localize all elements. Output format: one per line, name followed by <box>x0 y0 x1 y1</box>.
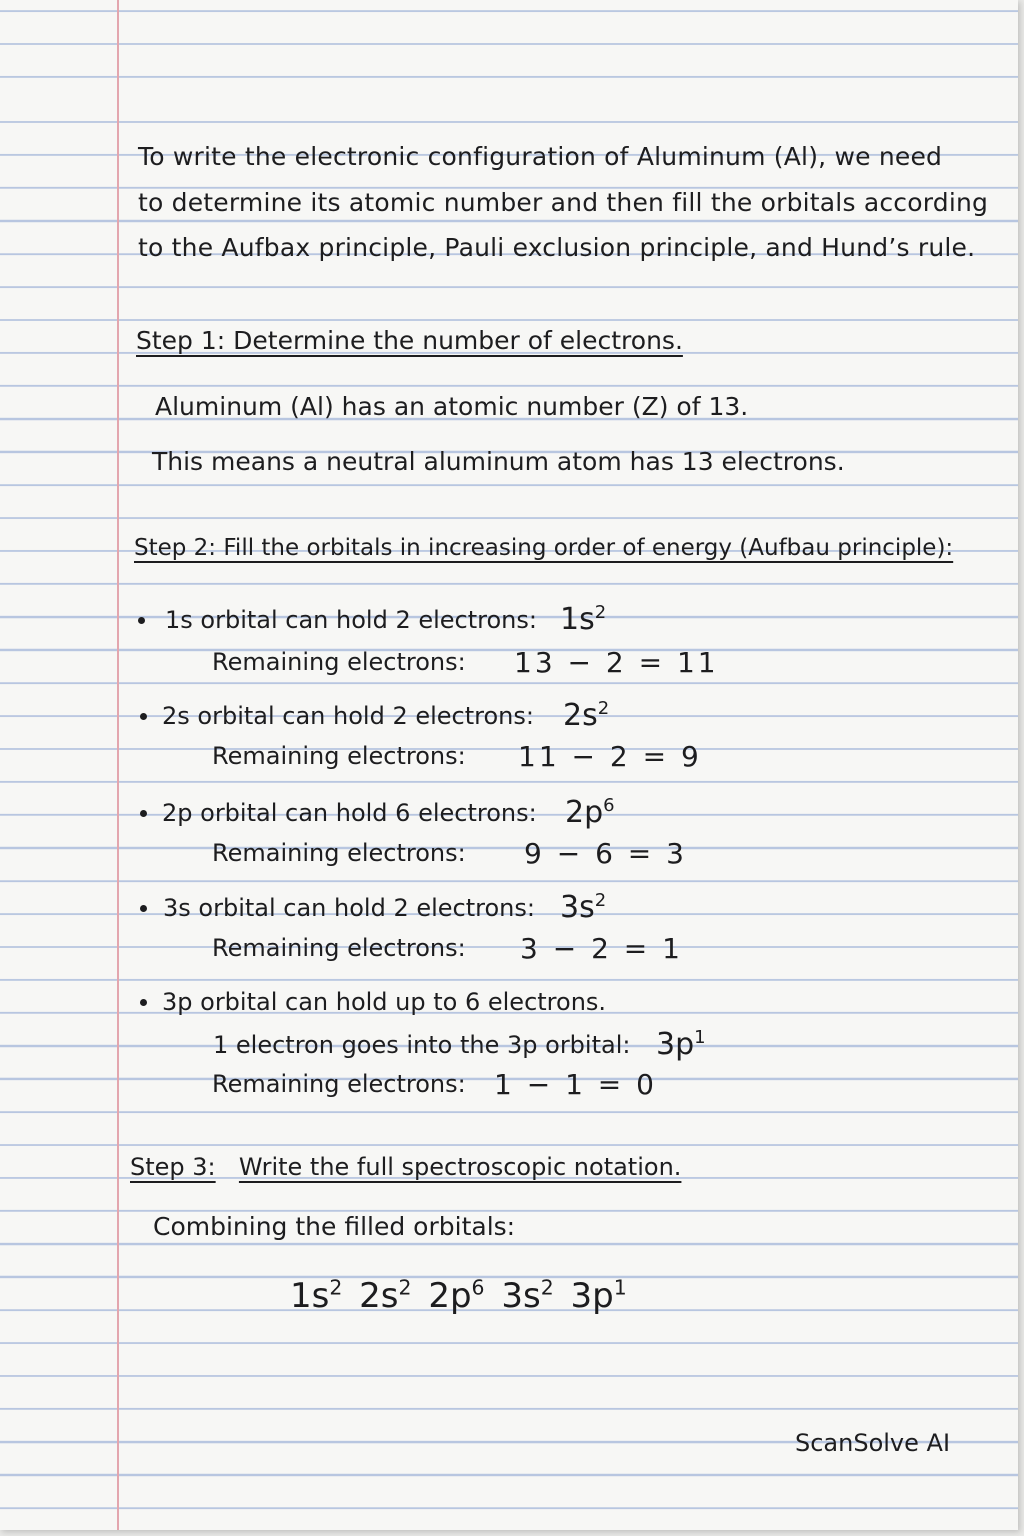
remaining-calc-1: 13 − 2 = 11 <box>514 646 719 679</box>
orbital-2s-notation: $2s^2$ <box>563 698 610 733</box>
final-term-2s: $2s^2$ <box>359 1276 412 1317</box>
orbital-2p-notation: $2p^6$ <box>565 795 615 830</box>
orbital-1s-notation: $1s^2$ <box>560 602 607 637</box>
bullet <box>140 905 147 912</box>
bullet <box>140 713 147 720</box>
step3-heading-prefix: Step 3: <box>130 1153 216 1181</box>
intro-line-1: To write the electronic configuration of Aluminum (Al), we need <box>138 142 943 171</box>
remaining-label: Remaining electrons: <box>212 648 466 676</box>
orbital-2p-text: 2p orbital can hold 6 electrons: <box>162 799 537 827</box>
remaining-calc-3: 9 − 6 = 3 <box>524 837 687 870</box>
combining-text: Combining the filled orbitals: <box>153 1212 516 1241</box>
bullet <box>140 999 147 1006</box>
final-term-1s: $1s^2$ <box>290 1276 343 1317</box>
remaining-calc-5: 1 − 1 = 0 <box>494 1068 657 1101</box>
orbital-3s-notation: $3s^2$ <box>560 890 607 925</box>
final-term-2p: $2p^6$ <box>428 1276 485 1317</box>
margin-line <box>117 0 119 1530</box>
step1-line-1: Aluminum (Al) has an atomic number (Z) of 13. <box>155 392 749 421</box>
remaining-label: Remaining electrons: <box>212 742 466 770</box>
remaining-label: Remaining electrons: <box>212 839 466 867</box>
intro-line-3: to the Aufbax principle, Pauli exclusion principle, and Hund’s rule. <box>138 233 976 262</box>
orbital-3p-notation: $3p^1$ <box>656 1027 706 1062</box>
remaining-calc-4: 3 − 2 = 1 <box>520 932 683 965</box>
orbital-1s-text: 1s orbital can hold 2 electrons: <box>165 606 537 634</box>
signature: ScanSolve AI <box>795 1429 951 1457</box>
intro-line-2: to determine its atomic number and then fill the orbitals according <box>138 188 989 217</box>
remaining-calc-2: 11 − 2 = 9 <box>518 740 702 773</box>
step1-line-2: This means a neutral aluminum atom has 13 electrons. <box>152 447 845 476</box>
orbital-2s-text: 2s orbital can hold 2 electrons: <box>162 702 534 730</box>
bullet <box>140 810 147 817</box>
orbital-3p-subline: 1 electron goes into the 3p orbital: <box>213 1031 631 1059</box>
final-configuration <box>290 1276 627 1316</box>
step3-heading <box>130 1153 681 1181</box>
orbital-3s-text: 3s orbital can hold 2 electrons: <box>163 894 535 922</box>
step3-heading-rest: Write the full spectroscopic notation. <box>238 1153 682 1181</box>
final-term-3s: $3s^2$ <box>501 1276 554 1317</box>
final-term-3p: $3p^1$ <box>570 1276 627 1317</box>
bullet <box>138 617 145 624</box>
step2-heading: Step 2: Fill the orbitals in increasing order of energy (Aufbau principle): <box>134 535 954 561</box>
step1-heading: Step 1: Determine the number of electrons. <box>136 326 683 355</box>
orbital-3p-text: 3p orbital can hold up to 6 electrons. <box>162 988 607 1016</box>
remaining-label: Remaining electrons: <box>212 1070 466 1098</box>
remaining-label: Remaining electrons: <box>212 934 466 962</box>
